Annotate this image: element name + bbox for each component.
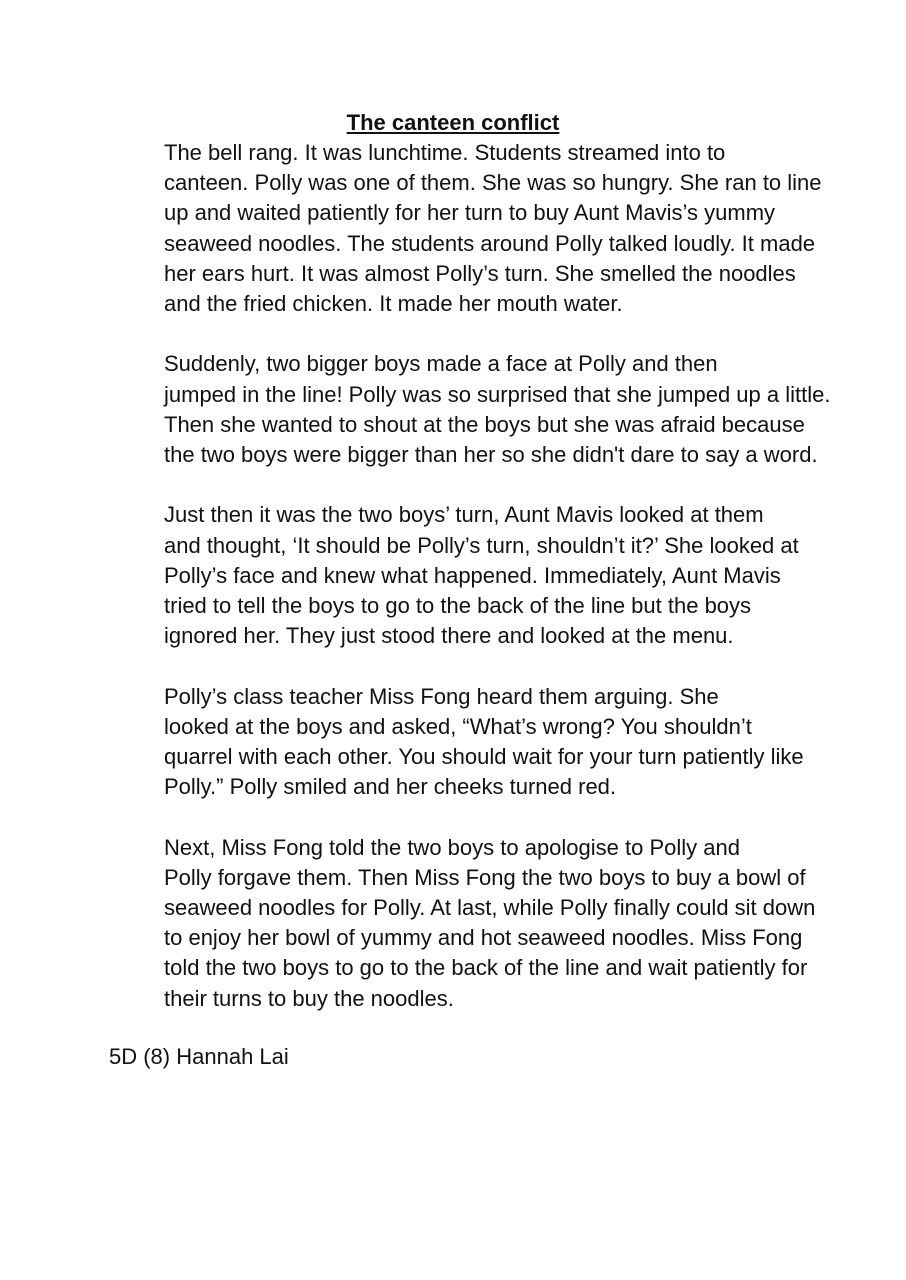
paragraph-4 (109, 682, 809, 803)
story-title: The canteen conflict (346, 110, 560, 135)
paragraph-5 (109, 833, 816, 1014)
text-line: seaweed noodles. The students around Polly talked loudly. It made (164, 230, 816, 256)
text-line: Suddenly, two bigger boys made a face at Polly and then (164, 351, 718, 377)
text-line: Then she wanted to shout at the boys but she was afraid because (164, 411, 805, 437)
text-line: ignored her. They just stood there and looked at the menu. (164, 623, 734, 649)
author-signature: 5D (8) Hannah Lai (109, 1044, 289, 1069)
text-line: looked at the boys and asked, “What’s wrong? You shouldn’t (164, 713, 752, 739)
text-line: the two boys were bigger than her so she didn't dare to say a word. (164, 442, 818, 468)
text-line: up and waited patiently for her turn to buy Aunt Mavis’s yummy (164, 200, 776, 226)
text-line: to enjoy her bowl of yummy and hot seaweed noodles. Miss Fong (164, 925, 803, 951)
text-line: The bell rang. It was lunchtime. Students streamed into to (164, 140, 726, 165)
paragraph-3 (109, 500, 809, 651)
text-line: canteen. Polly was one of them. She was so hungry. She ran to line (164, 170, 822, 196)
text-line: jumped in the line! Polly was so surprised that she jumped up a little. (164, 381, 831, 407)
text-line: Polly forgave them. Then Miss Fong the two boys to buy a bowl of (164, 864, 806, 890)
paragraph-1 (109, 138, 822, 319)
text-line: seaweed noodles for Polly. At last, while Polly finally could sit down (164, 895, 816, 921)
text-line: quarrel with each other. You should wait for your turn patiently like (164, 744, 804, 770)
text-line: Next, Miss Fong told the two boys to apologise to Polly and (164, 834, 740, 860)
text-line: told the two boys to go to the back of the line and wait patiently for (164, 955, 808, 981)
text-line: tried to tell the boys to go to the back of the line but the boys (164, 593, 752, 619)
text-line: Polly’s face and knew what happened. Immediately, Aunt Mavis (164, 562, 781, 588)
text-line: their turns to buy the noodles. (164, 985, 454, 1011)
story-body (109, 138, 831, 1044)
paragraph-2 (109, 349, 831, 470)
text-line: Just then it was the two boys’ turn, Aunt Mavis looked at them (164, 502, 764, 528)
text-line: Polly’s class teacher Miss Fong heard them arguing. She (164, 683, 719, 709)
text-line: and the fried chicken. It made her mouth water. (164, 291, 623, 317)
text-line: and thought, ‘It should be Polly’s turn, shouldn’t it?’ She looked at (164, 532, 799, 558)
text-line: her ears hurt. It was almost Polly’s turn. She smelled the noodles (164, 260, 796, 286)
text-line: Polly.” Polly smiled and her cheeks turned red. (164, 774, 617, 800)
